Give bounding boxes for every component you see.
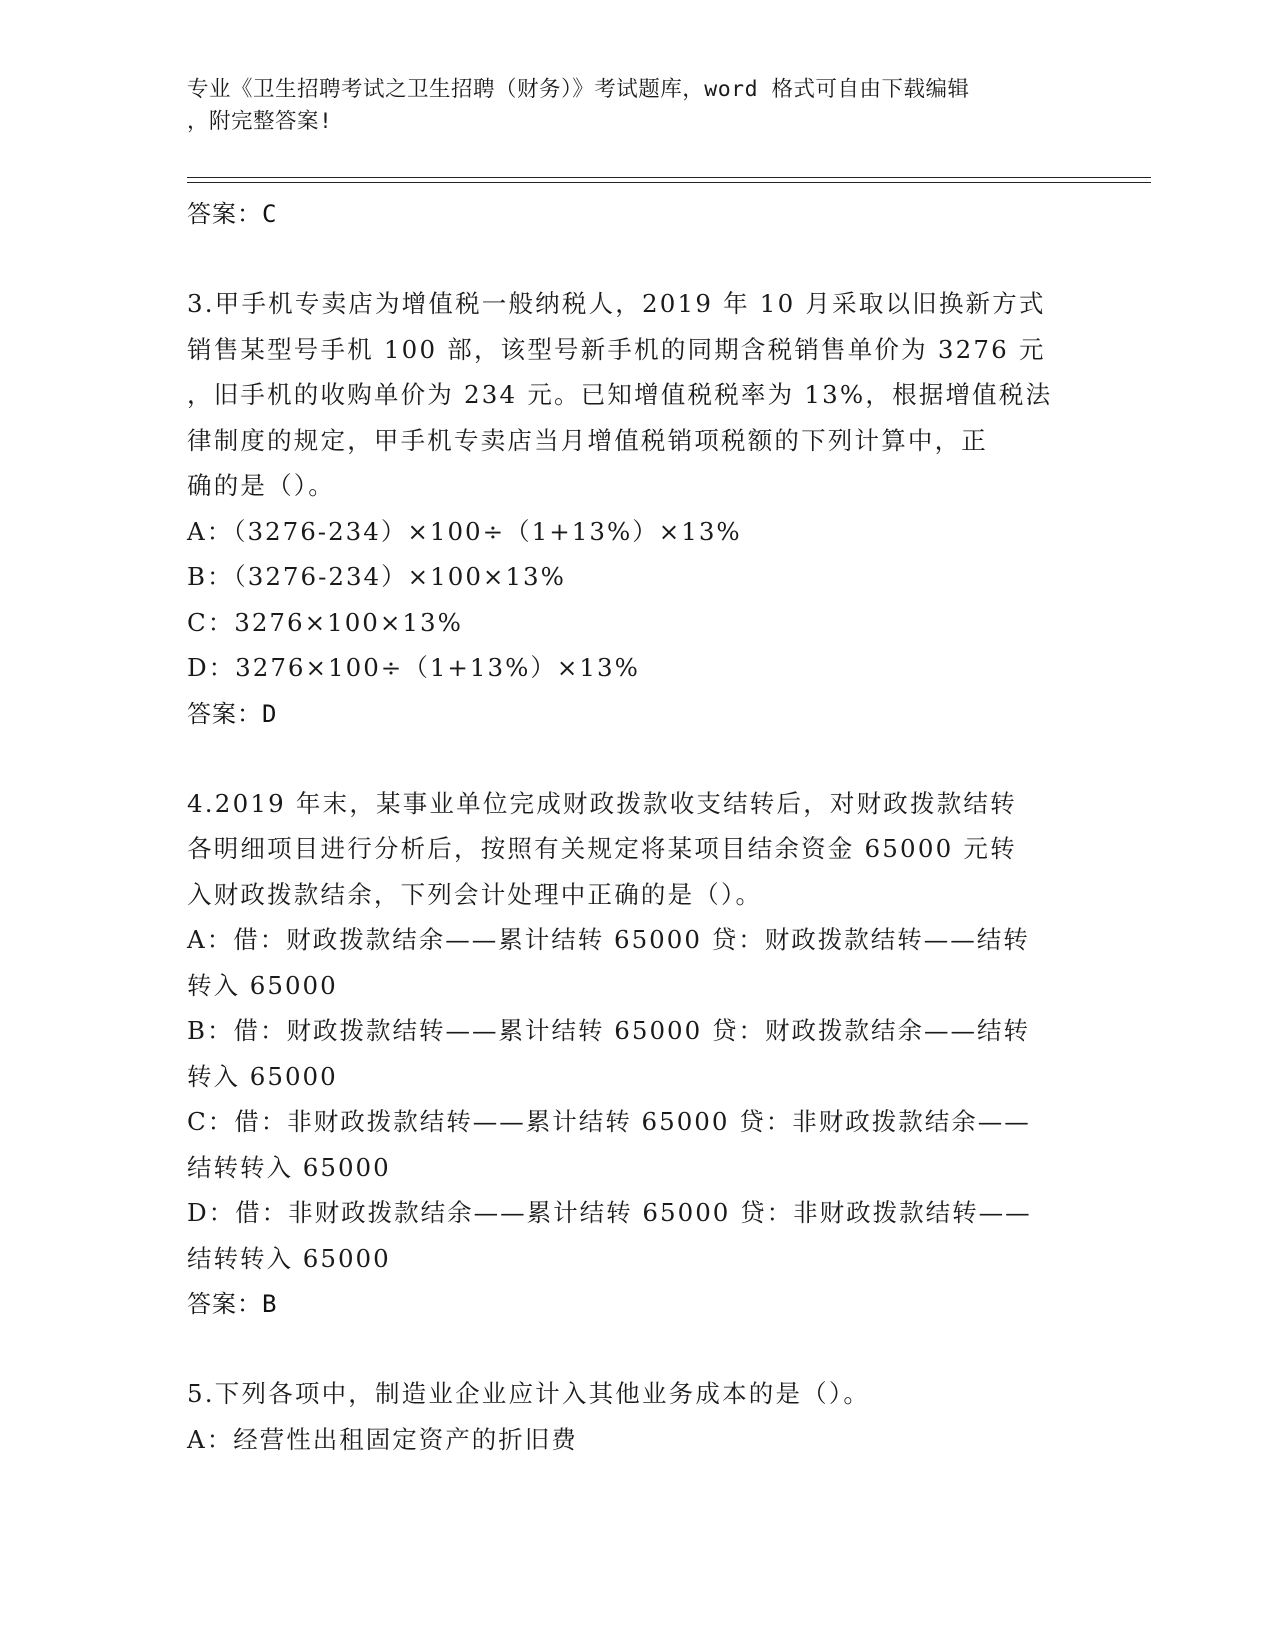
answer-q4: 答案：B (187, 1290, 278, 1318)
stem-line: 入财政拨款结余，下列会计处理中正确的是（）。 (187, 879, 763, 909)
header-line-1: 专业《卫生招聘考试之卫生招聘（财务）》考试题库，word 格式可自由下载编辑 (187, 77, 970, 102)
stem-line: 律制度的规定，甲手机专卖店当月增值税销项税额的下列计算中，正 (187, 425, 988, 455)
stem-line: 销售某型号手机 100 部，该型号新手机的同期含税销售单价为 3276 元 (187, 334, 1046, 364)
option-c: C：借：非财政拨款结转——累计结转 65000 贷：非财政拨款结余—— 结转转入 65000 (187, 1107, 1031, 1182)
option-b: B：借：财政拨款结转——累计结转 65000 贷：财政拨款结余——结转 转入 65000 (187, 1016, 1031, 1091)
answer-q3: 答案：D (187, 699, 278, 728)
option-a: A：经营性出租固定资产的折旧费 (187, 1424, 578, 1454)
answer-previous: 答案：C (187, 200, 278, 228)
question-5 (187, 1371, 1087, 1462)
question-4 (187, 781, 1087, 1328)
option-c: C：3276×100×13% (187, 607, 463, 637)
header-rule-top (187, 177, 1151, 178)
stem-line: 确的是（）。 (187, 471, 335, 500)
option-d: D：3276×100÷（1+13%）×13% (187, 653, 640, 682)
stem-line: 3.甲手机专卖店为增值税一般纳税人，2019 年 10 月采取以旧换新方式 (187, 289, 1046, 318)
question-stem (187, 1371, 1087, 1417)
option-a: A：（3276-234）×100÷（1+13%）×13% (187, 516, 742, 546)
question-3 (187, 281, 1087, 737)
option-b: B：（3276-234）×100×13% (187, 562, 566, 591)
stem-line: 各明细项目进行分析后，按照有关规定将某项目结余资金 65000 元转 (187, 834, 1017, 863)
stem-line: 5.下列各项中，制造业企业应计入其他业务成本的是（）。 (187, 1379, 871, 1408)
header-rule-bottom (187, 182, 1151, 183)
stem-line: ，旧手机的收购单价为 234 元。已知增值税税率为 13%，根据增值税法 (187, 380, 1053, 409)
header-line-2: ，附完整答案! (187, 109, 333, 134)
stem-line: 4.2019 年末，某事业单位完成财政拨款收支结转后，对财政拨款结转 (187, 788, 1017, 818)
question-stem (187, 281, 1087, 509)
document-header (187, 74, 1087, 138)
option-a: A：借：财政拨款结余——累计结转 65000 贷：财政拨款结转——结转 转入 65000 (187, 925, 1030, 1000)
question-stem (187, 781, 1087, 918)
option-d: D：借：非财政拨款结余——累计结转 65000 贷：非财政拨款结转—— 结转转入 65000 (187, 1198, 1032, 1273)
question-list (187, 191, 1087, 1462)
